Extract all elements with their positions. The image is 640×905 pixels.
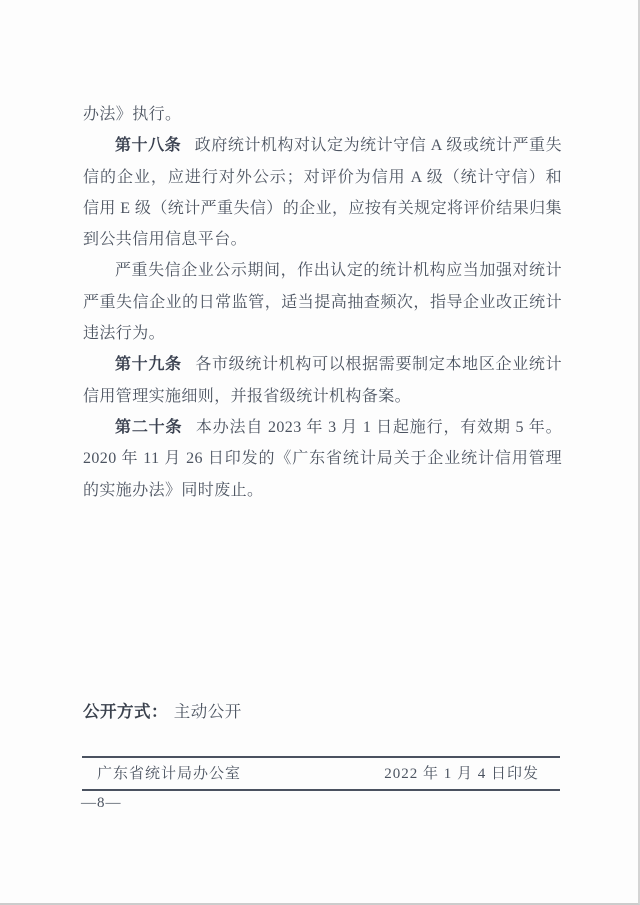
paragraph-article-18 xyxy=(83,130,562,255)
paragraph-text: 本办法自 2023 年 3 月 1 日起施行，有效期 5 年。2020 年 11 月 26 日印发的《广东省统计局关于企业统计信用管理的实施办法》同时废止。 xyxy=(83,418,562,499)
footer-issuer: 广东省统计局办公室 xyxy=(97,766,242,782)
document-body xyxy=(83,99,562,506)
footer-print-date: 2022 年 1 月 4 日印发 xyxy=(384,766,539,782)
article-19-term: 第十九条 xyxy=(115,356,182,374)
footer-bottom-rule xyxy=(82,789,560,791)
paragraph-article-19 xyxy=(83,349,562,412)
paragraph-text: 严重失信企业公示期间，作出认定的统计机构应当加强对统计严重失信企业的日常监管，适当提高抽查频次，指导企业改正统计违法行为。 xyxy=(83,262,562,343)
article-20-term: 第二十条 xyxy=(115,418,183,436)
paragraph-supervision xyxy=(83,255,562,349)
disclosure-value: 主动公开 xyxy=(173,702,242,721)
footer-imprint-row xyxy=(82,761,560,787)
disclosure-line xyxy=(83,698,242,722)
paragraph-article-20 xyxy=(83,412,562,506)
article-18-term: 第十八条 xyxy=(115,137,182,155)
paragraph-text: 各市级统计机构可以根据需要制定本地区企业统计信用管理实施细则，并报省级统计机构备案。 xyxy=(83,356,562,405)
footer-top-rule xyxy=(82,756,560,758)
disclosure-label: 公开方式： xyxy=(83,703,168,721)
paragraph-continuation xyxy=(83,99,562,130)
paragraph-text: 办法》执行。 xyxy=(83,106,182,123)
paragraph-text: 政府统计机构对认定为统计守信 A 级或统计严重失信的企业，应进行对外公示；对评价为信用 A 级（统计守信）和信用 E 级（统计严重失信）的企业，应按有关规定将评价结果归集到公共信用信息平台。 xyxy=(83,137,562,249)
page-number: —8— xyxy=(81,795,122,811)
